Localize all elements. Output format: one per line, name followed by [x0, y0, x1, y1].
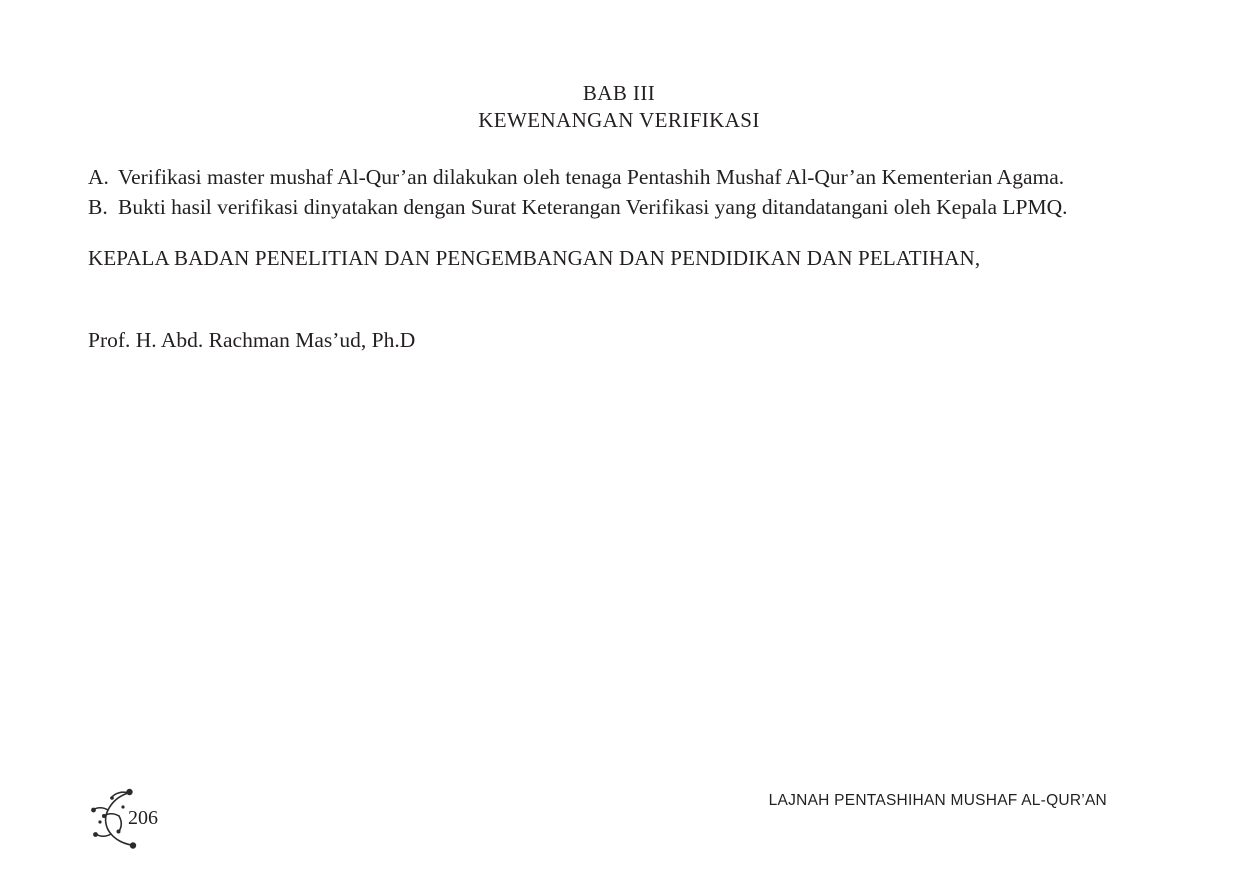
clause-marker: A.	[88, 165, 109, 189]
running-head: LAJNAH PENTASHIHAN MUSHAF AL-QUR’AN	[768, 792, 1107, 809]
page-number: 206	[128, 807, 158, 829]
page-footer	[0, 755, 1238, 875]
clause-marker: B.	[88, 195, 108, 220]
list-item	[88, 193, 1148, 221]
clause-text: Verifikasi master mushaf Al-Qur’an dilakukan oleh tenaga Pentashih Mushaf Al-Qur’an Kementerian Agama.	[118, 165, 1065, 189]
chapter-title: KEWENANGAN VERIFIKASI	[478, 107, 760, 132]
list-item	[88, 163, 1148, 191]
signature-title: KEPALA BADAN PENELITIAN DAN PENGEMBANGAN DAN PENDIDIKAN DAN PELATIHAN,	[88, 246, 981, 270]
chapter-number: BAB III	[582, 81, 656, 105]
clause-list	[88, 163, 1148, 224]
clause-text: Bukti hasil verifikasi dinyatakan dengan Surat Keterangan Verifikasi yang ditandatangani oleh Kepala LPMQ.	[118, 195, 1068, 220]
signature-name: Prof. H. Abd. Rachman Mas’ud, Ph.D	[88, 328, 416, 352]
folio-block	[88, 785, 198, 855]
chapter-heading	[0, 80, 1238, 134]
